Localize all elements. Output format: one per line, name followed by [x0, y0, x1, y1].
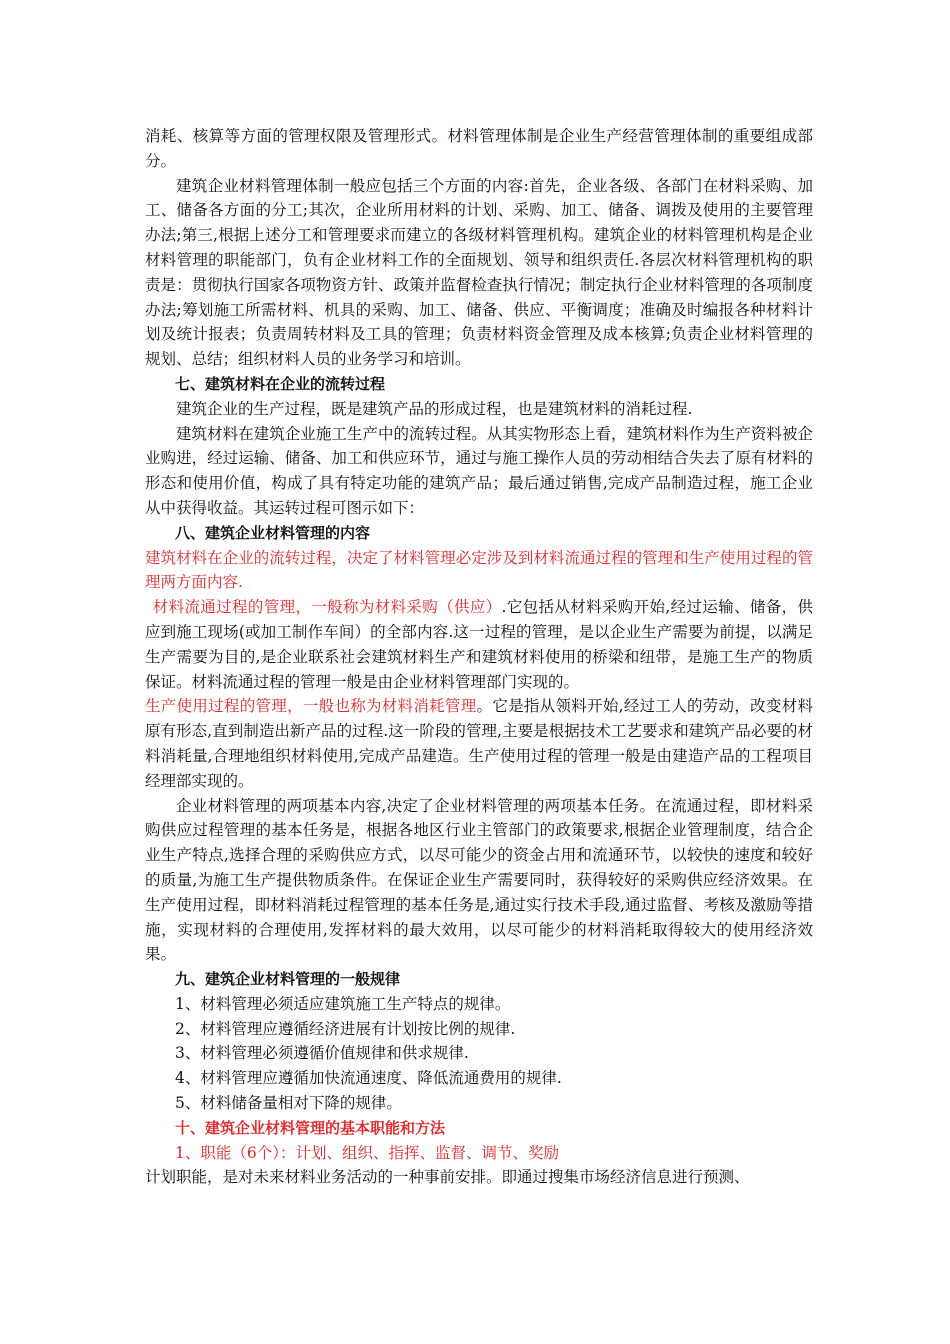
paragraph-management-system: 建筑企业材料管理体制一般应包括三个方面的内容:首先，企业各级、各部门在材料采购、加工、储备各方面的分工;其次，企业所用材料的计划、采购、加工、储备、调拨及使用的主要管理办法;第三,根据上述分工和管理要求而建立的各级材料管理机构。建筑企业的材料管理机构是企业材料管理的职能部门，负有企业材料工作的全面规划、领导和组织责任.各层次材料管理机构的职责是：贯彻执行国家各项物资方针、政策并监督检查执行情况；制定执行企业材料管理的各项制度办法;筹划施工所需材料、机具的采购、加工、储备、供应、平衡调度；准确及时编报各种材料计划及统计报表；负责周转材料及工具的管理；负责材料资金管理及成本核算;负责企业材料管理的规划、总结；组织材料人员的业务学习和培训。 [145, 176, 813, 369]
paragraph-material-flow: 建筑材料在建筑企业施工生产中的流转过程。从其实物形态上看，建筑材料作为生产资料被企业购进，经过运输、储备、加工和供应环节，通过与施工操作人员的劳动相结合失去了原有材料的形态和使用价值，构成了具有特定功能的建筑产品；最后通过销售,完成产品制造过程，施工企业从中获得收益。其运转过程可图示如下： [145, 424, 813, 517]
heading-section-9: 九、建筑企业材料管理的一般规律 [175, 970, 401, 989]
paragraph-circulation-management [145, 595, 813, 694]
document-page [145, 124, 813, 1190]
law-item: 2、材料管理应遵循经济进展有计划按比例的规律. [175, 1019, 516, 1038]
law-item: 1、材料管理必须适应建筑施工生产特点的规律。 [175, 994, 511, 1013]
heading-section-7: 七、建筑材料在企业的流转过程 [175, 374, 386, 393]
law-item: 3、材料管理必须遵循价值规律和供求规律. [175, 1044, 469, 1063]
paragraph-continuation: 消耗、核算等方面的管理权限及管理形式。材料管理体制是企业生产经营管理体制的重要组成部分。 [145, 127, 813, 170]
heading-section-10: 十、建筑企业材料管理的基本职能和方法 [175, 1118, 446, 1137]
law-item: 4、材料管理应遵循加快流通速度、降低流通费用的规律. [175, 1069, 562, 1088]
paragraph-consumption-management [145, 694, 813, 793]
subheading-functions: 1、职能（6个）：计划、组织、指挥、监督、调节、奖励 [175, 1143, 559, 1162]
circulation-text: .它包括从材料采购开始,经过运输、储备，供应到施工现场(或加工制作车间）的全部内容.这一过程的管理，是以企业生产需要为前提，以满足生产需要为目的,是企业联系社会建筑材料生产和建筑材料使用的桥梁和纽带，是施工生产的物质保证。材料流通过程的管理一般是由企业材料管理部门实现的。 [145, 598, 813, 691]
paragraph-basic-tasks: 企业材料管理的两项基本内容,决定了企业材料管理的两项基本任务。在流通过程，即材料采购供应过程管理的基本任务是，根据各地区行业主管部门的政策要求,根据企业管理制度，结合企业生产特点,选择合理的采购供应方式，以尽可能少的资金占用和流通环节，以较快的速度和较好的质量,为施工生产提供物质条件。在保证企业生产需要同时，获得较好的采购供应经济效果。在生产使用过程，即材料消耗过程管理的基本任务是,通过实行技术手段,通过监督、考核及激励等措施，实现材料的合理使用,发挥材料的最大效用，以尽可能少的材料消耗取得较大的使用经济效果。 [145, 796, 813, 964]
law-item: 5、材料储备量相对下降的规律。 [175, 1094, 402, 1113]
paragraph-planning-function: 计划职能，是对未来材料业务活动的一种事前安排。即通过搜集市场经济信息进行预测、 [145, 1168, 750, 1187]
heading-section-8: 八、建筑企业材料管理的内容 [175, 523, 371, 542]
consumption-text: 。它是指从领料开始,经过工人的劳动，改变材料原有形态,直到制造出新产品的过程.这一阶段的管理,主要是根据技术工艺要求和建筑产品必要的材料消耗量,合理地组织材料使用,完成产品建造。生产使用过程的管理一般是由建造产品的工程项目经理部实现的。 [145, 697, 813, 790]
highlight-consumption: 生产使用过程的管理，一般也称为材料消耗管理 [145, 697, 477, 716]
paragraph-production-process: 建筑企业的生产过程，既是建筑产品的形成过程，也是建筑材料的消耗过程. [176, 399, 693, 418]
paragraph-content-overview: 建筑材料在企业的流转过程，决定了材料管理必定涉及到材料流通过程的管理和生产使用过程的管理两方面内容. [145, 548, 813, 592]
highlight-circulation: 材料流通过程的管理，一般称为材料采购（供应） [152, 598, 502, 617]
